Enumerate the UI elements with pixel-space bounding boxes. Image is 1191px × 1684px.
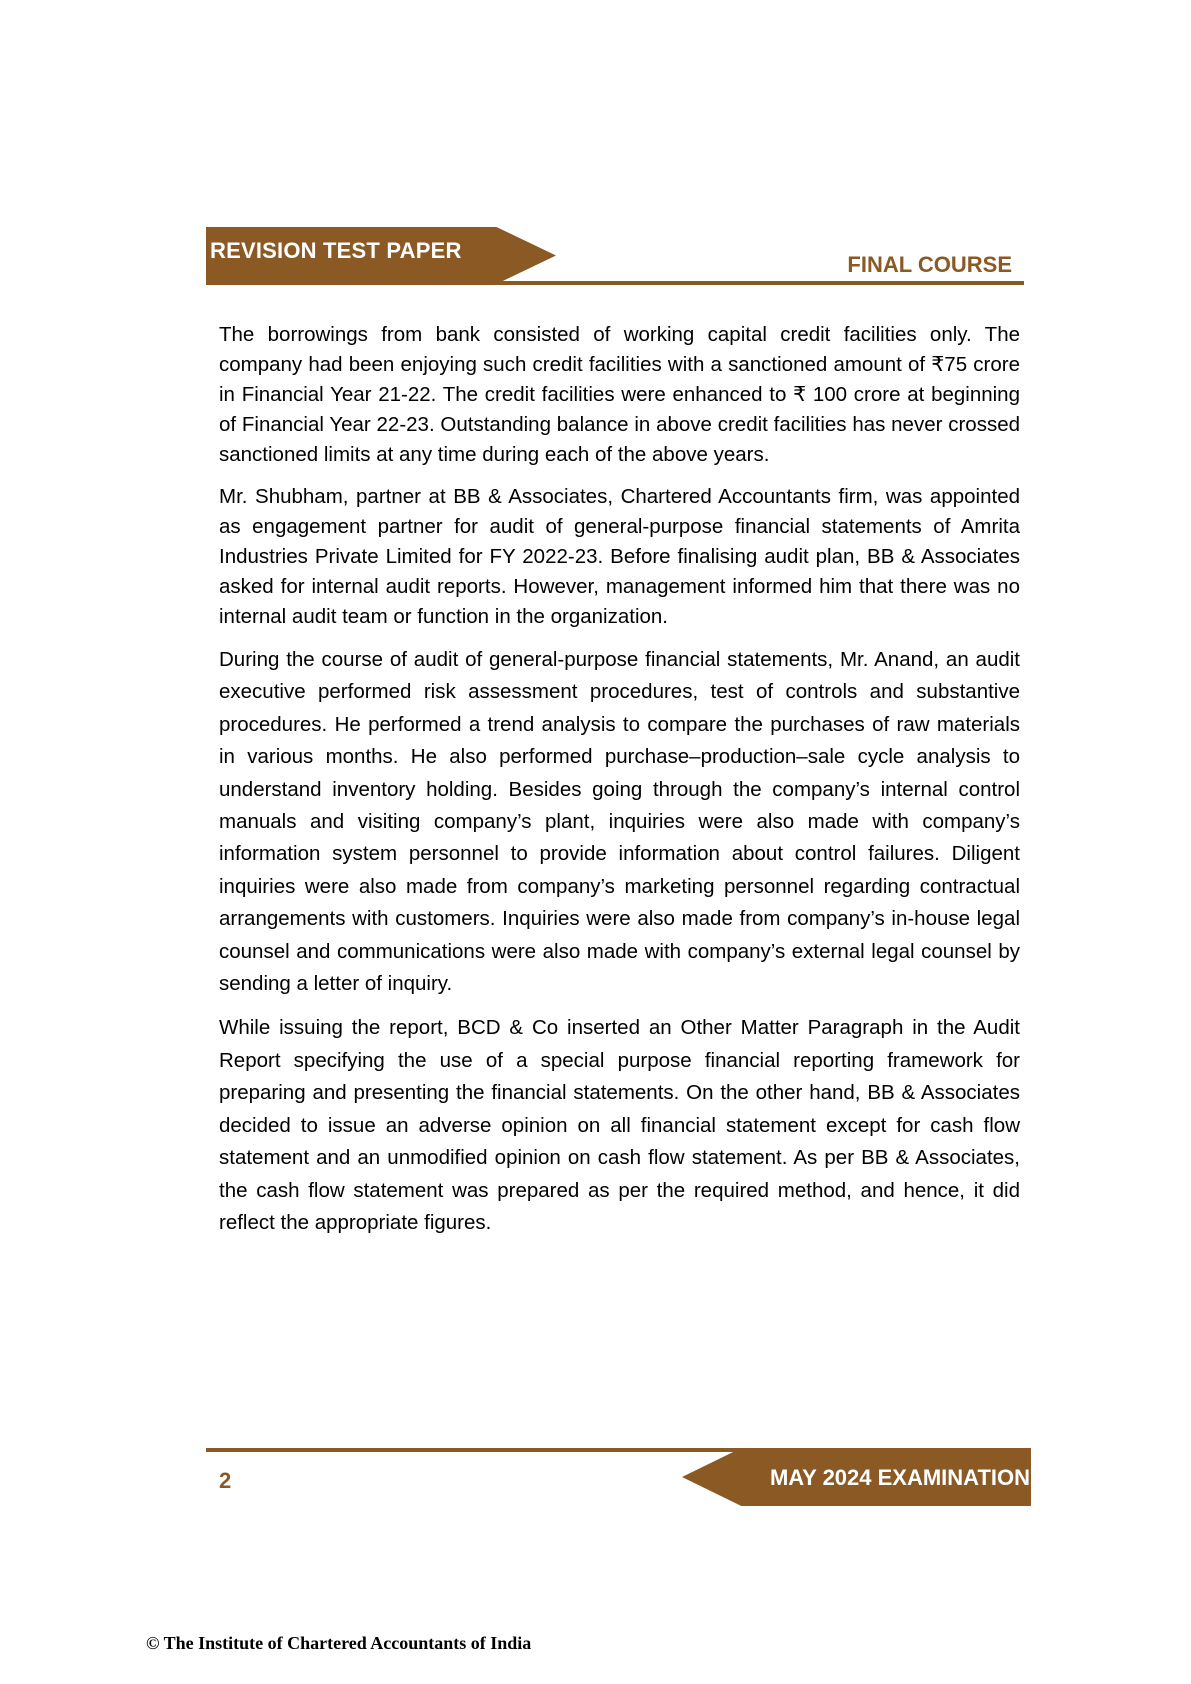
paragraph-borrowings: The borrowings from bank consisted of working capital credit facilities only. The company had been enjoying such credit facilities with a sanctioned amount of ₹75 crore in Financial Year 21-22. The credit facilities were enhanced to ₹ 100 crore at beginning of Financial Year 22-23. Outstanding balance in above credit facilities has never crossed sanctioned limits at any time during each of the above years. (219, 323, 1020, 466)
paragraph-engagement: Mr. Shubham, partner at BB & Associates, Chartered Accountants firm, was appointed as engagement partner for audit of general-purpose financial statements of Amrita Industries Private Limited for FY 2022-23. Before finalising audit plan, BB & Associates asked for internal audit reports. However, management informed him that there was no internal audit team or function in the organization. (219, 485, 1020, 628)
footer-exam-label: MAY 2024 EXAMINATION (769, 1465, 1030, 1490)
header-left-label: REVISION TEST PAPER (210, 238, 462, 263)
paragraph-report-issuance: While issuing the report, BCD & Co inserted an Other Matter Paragraph in the Audit Report specifying the use of a special purpose financial reporting framework for preparing and presenting the financial statements. On the other hand, BB & Associates decided to issue an adverse opinion on all financial statement except for cash flow statement and an unmodified opinion on cash flow statement. As per BB & Associates, the cash flow statement was prepared as per the required method, and hence, it did reflect the appropriate figures. (219, 1016, 1020, 1234)
copyright-notice: © The Institute of Chartered Accountants of India (146, 1633, 532, 1653)
paragraph-audit-procedures: During the course of audit of general-purpose financial statements, Mr. Anand, an audit executive performed risk assessment procedures, test of controls and substantive procedures. He performed a trend analysis to compare the purchases of raw materials in various months. He also performed purchase–production–sale cycle analysis to understand inventory holding. Besides going through the company’s internal control manuals and visiting company’s plant, inquiries were also made with company’s information system personnel to provide information about control failures. Diligent inquiries were also made from company’s marketing personnel regarding contractual arrangements with customers. Inquiries were also made from company’s in-house legal counsel and communications were also made with company’s external legal counsel by sending a letter of inquiry. (219, 648, 1020, 996)
header-divider (206, 281, 1024, 285)
page-number: 2 (219, 1468, 232, 1493)
header-right-label: FINAL COURSE (847, 252, 1012, 277)
document-body (219, 320, 1020, 1251)
